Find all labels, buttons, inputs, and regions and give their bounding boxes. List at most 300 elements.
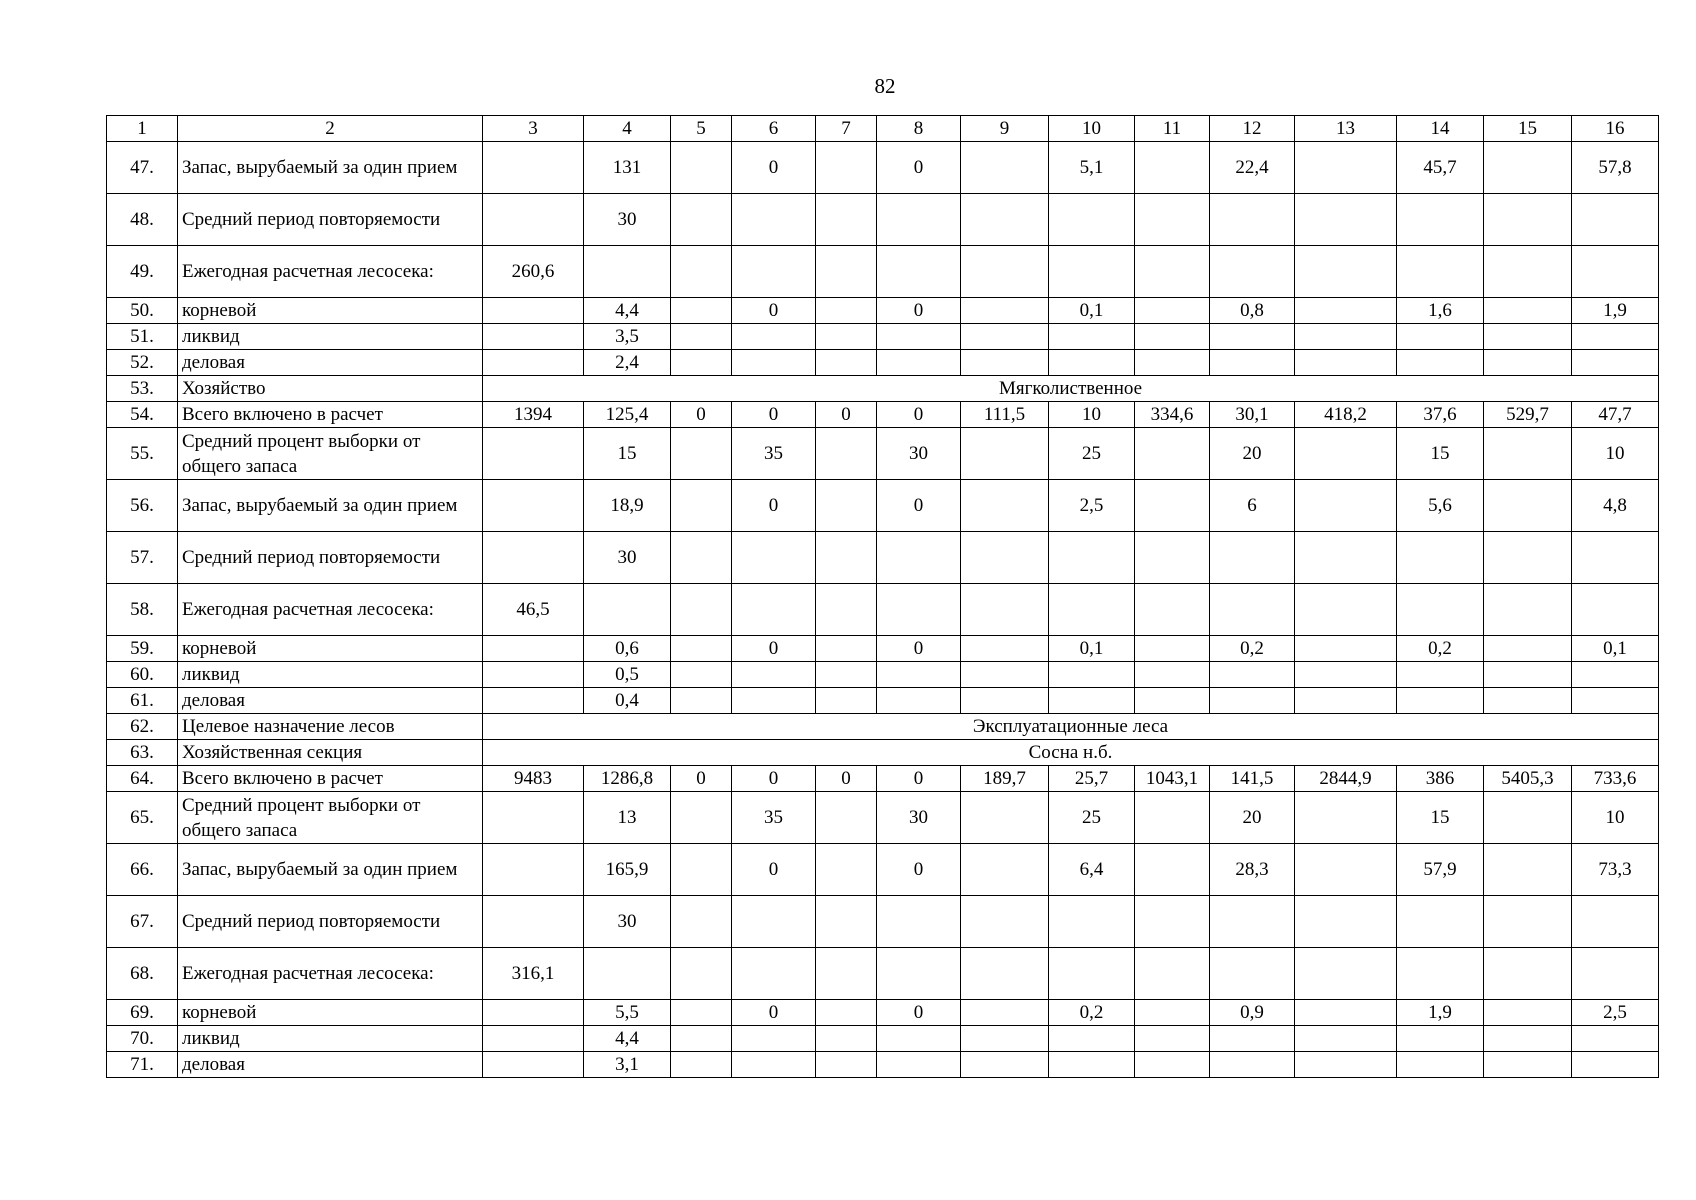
table-cell: 1,9 bbox=[1572, 298, 1659, 324]
table-row bbox=[107, 1052, 1659, 1078]
table-cell bbox=[877, 948, 961, 1000]
table-cell bbox=[961, 792, 1049, 844]
table-cell: 0,6 bbox=[584, 636, 671, 662]
table-cell: 0,2 bbox=[1397, 636, 1484, 662]
table-cell bbox=[1295, 792, 1397, 844]
table-cell bbox=[1210, 194, 1295, 246]
table-row bbox=[107, 896, 1659, 948]
table-cell bbox=[1484, 948, 1572, 1000]
table-cell bbox=[1295, 688, 1397, 714]
table-row bbox=[107, 948, 1659, 1000]
table-cell bbox=[816, 324, 877, 350]
table-cell bbox=[1135, 584, 1210, 636]
table-cell bbox=[1572, 1026, 1659, 1052]
table-cell bbox=[961, 948, 1049, 1000]
row-label: корневой bbox=[178, 636, 483, 662]
table-row bbox=[107, 298, 1659, 324]
row-number: 50. bbox=[107, 298, 178, 324]
header-row bbox=[107, 116, 1659, 142]
table-cell: 0 bbox=[877, 142, 961, 194]
table-cell bbox=[816, 662, 877, 688]
column-header: 13 bbox=[1295, 116, 1397, 142]
table-cell: 0 bbox=[816, 766, 877, 792]
table-cell: 189,7 bbox=[961, 766, 1049, 792]
table-cell bbox=[877, 662, 961, 688]
row-number: 56. bbox=[107, 480, 178, 532]
table-cell: 30 bbox=[584, 194, 671, 246]
table-cell bbox=[671, 532, 732, 584]
table-cell bbox=[671, 324, 732, 350]
table-cell bbox=[1210, 324, 1295, 350]
table-row bbox=[107, 714, 1659, 740]
table-row bbox=[107, 766, 1659, 792]
row-number: 47. bbox=[107, 142, 178, 194]
table-cell: 2,5 bbox=[1049, 480, 1135, 532]
table-cell bbox=[1295, 584, 1397, 636]
table-cell: 73,3 bbox=[1572, 844, 1659, 896]
table-cell bbox=[1484, 480, 1572, 532]
table-cell bbox=[1135, 636, 1210, 662]
table-cell: 10 bbox=[1572, 792, 1659, 844]
table-cell bbox=[1572, 896, 1659, 948]
table-row bbox=[107, 480, 1659, 532]
table-cell bbox=[1484, 1052, 1572, 1078]
table-cell bbox=[1135, 480, 1210, 532]
row-label: деловая bbox=[178, 688, 483, 714]
column-header: 2 bbox=[178, 116, 483, 142]
table-cell bbox=[1135, 1052, 1210, 1078]
table-cell bbox=[877, 246, 961, 298]
table-cell bbox=[1295, 324, 1397, 350]
table-cell bbox=[1295, 662, 1397, 688]
table-cell bbox=[483, 844, 584, 896]
table-cell bbox=[961, 532, 1049, 584]
table-cell: 165,9 bbox=[584, 844, 671, 896]
table-cell bbox=[961, 1026, 1049, 1052]
table-cell: 45,7 bbox=[1397, 142, 1484, 194]
row-number: 52. bbox=[107, 350, 178, 376]
row-label: корневой bbox=[178, 1000, 483, 1026]
table-cell bbox=[1295, 480, 1397, 532]
row-number: 66. bbox=[107, 844, 178, 896]
table-cell: 1,9 bbox=[1397, 1000, 1484, 1026]
table-cell: 57,9 bbox=[1397, 844, 1484, 896]
table-cell: 25 bbox=[1049, 792, 1135, 844]
table-cell bbox=[483, 896, 584, 948]
table-cell: 13 bbox=[584, 792, 671, 844]
row-number: 62. bbox=[107, 714, 178, 740]
table-cell bbox=[671, 896, 732, 948]
table-cell bbox=[1210, 350, 1295, 376]
table-cell: 0 bbox=[877, 402, 961, 428]
table-cell bbox=[1135, 142, 1210, 194]
table-cell: 0 bbox=[732, 480, 816, 532]
table-cell bbox=[671, 1052, 732, 1078]
table-cell bbox=[1295, 844, 1397, 896]
column-header: 7 bbox=[816, 116, 877, 142]
column-header: 4 bbox=[584, 116, 671, 142]
table-cell bbox=[1572, 1052, 1659, 1078]
table-cell bbox=[961, 142, 1049, 194]
table-cell: 0 bbox=[671, 402, 732, 428]
table-cell bbox=[961, 194, 1049, 246]
table-cell bbox=[1484, 584, 1572, 636]
table-cell bbox=[1484, 792, 1572, 844]
table-cell bbox=[1135, 194, 1210, 246]
table-cell bbox=[1397, 324, 1484, 350]
table-cell bbox=[732, 532, 816, 584]
table-cell bbox=[1049, 246, 1135, 298]
table-cell bbox=[1135, 792, 1210, 844]
table-cell: 0 bbox=[732, 636, 816, 662]
row-number: 63. bbox=[107, 740, 178, 766]
table-row bbox=[107, 844, 1659, 896]
table-cell bbox=[1397, 584, 1484, 636]
table-cell bbox=[1484, 142, 1572, 194]
table-cell: 0 bbox=[732, 766, 816, 792]
table-cell bbox=[483, 1052, 584, 1078]
table-cell bbox=[671, 662, 732, 688]
table-cell bbox=[1572, 324, 1659, 350]
table-cell bbox=[483, 636, 584, 662]
table-cell bbox=[1135, 844, 1210, 896]
table-cell: 529,7 bbox=[1484, 402, 1572, 428]
table-row bbox=[107, 1000, 1659, 1026]
table-row bbox=[107, 194, 1659, 246]
table-cell: 334,6 bbox=[1135, 402, 1210, 428]
table-row bbox=[107, 246, 1659, 298]
table-cell bbox=[877, 324, 961, 350]
table-cell bbox=[1397, 350, 1484, 376]
table-cell bbox=[1484, 688, 1572, 714]
table-cell bbox=[671, 1000, 732, 1026]
table-cell bbox=[1049, 896, 1135, 948]
column-header: 10 bbox=[1049, 116, 1135, 142]
table-cell bbox=[961, 636, 1049, 662]
table-cell bbox=[584, 584, 671, 636]
table-cell bbox=[1210, 1026, 1295, 1052]
table-cell bbox=[671, 194, 732, 246]
table-cell bbox=[816, 428, 877, 480]
table-cell bbox=[877, 532, 961, 584]
table-cell: 733,6 bbox=[1572, 766, 1659, 792]
table-cell bbox=[1135, 896, 1210, 948]
table-cell bbox=[1049, 324, 1135, 350]
table-cell bbox=[961, 1052, 1049, 1078]
column-header: 14 bbox=[1397, 116, 1484, 142]
table-cell bbox=[1135, 324, 1210, 350]
row-label: корневой bbox=[178, 298, 483, 324]
table-row bbox=[107, 142, 1659, 194]
column-header: 16 bbox=[1572, 116, 1659, 142]
table-cell bbox=[961, 350, 1049, 376]
table-cell bbox=[1295, 194, 1397, 246]
row-label: Хозяйство bbox=[178, 376, 483, 402]
table-cell bbox=[1484, 298, 1572, 324]
table-cell: 0,4 bbox=[584, 688, 671, 714]
table-cell bbox=[1295, 1026, 1397, 1052]
table-cell: 0 bbox=[732, 298, 816, 324]
table-cell bbox=[1397, 896, 1484, 948]
table-cell bbox=[483, 1026, 584, 1052]
table-cell bbox=[961, 428, 1049, 480]
table-cell bbox=[584, 246, 671, 298]
table-cell: 25 bbox=[1049, 428, 1135, 480]
table-cell: 22,4 bbox=[1210, 142, 1295, 194]
table-cell: 125,4 bbox=[584, 402, 671, 428]
table-cell bbox=[1484, 896, 1572, 948]
row-number: 49. bbox=[107, 246, 178, 298]
row-label: Средний процент выборки от общего запаса bbox=[178, 792, 483, 844]
table-cell bbox=[1135, 662, 1210, 688]
table-cell bbox=[816, 1026, 877, 1052]
table-cell bbox=[961, 246, 1049, 298]
row-label: Ежегодная расчетная лесосека: bbox=[178, 246, 483, 298]
table-cell bbox=[1295, 246, 1397, 298]
table-cell bbox=[816, 246, 877, 298]
table-cell: 260,6 bbox=[483, 246, 584, 298]
table-cell bbox=[961, 324, 1049, 350]
table-cell: 5,6 bbox=[1397, 480, 1484, 532]
data-table bbox=[106, 115, 1659, 1078]
table-cell: 6 bbox=[1210, 480, 1295, 532]
table-cell bbox=[816, 480, 877, 532]
row-label: Запас, вырубаемый за один прием bbox=[178, 142, 483, 194]
table-cell: 5405,3 bbox=[1484, 766, 1572, 792]
table-cell bbox=[961, 584, 1049, 636]
table-cell bbox=[1484, 350, 1572, 376]
table-cell bbox=[816, 532, 877, 584]
table-cell: 0 bbox=[877, 298, 961, 324]
table-cell: 30 bbox=[584, 532, 671, 584]
table-row bbox=[107, 792, 1659, 844]
table-cell: 0,5 bbox=[584, 662, 671, 688]
table-cell bbox=[1484, 324, 1572, 350]
table-cell bbox=[584, 948, 671, 1000]
table-cell: 30 bbox=[877, 792, 961, 844]
table-cell: 1,6 bbox=[1397, 298, 1484, 324]
table-cell: 30 bbox=[877, 428, 961, 480]
table-cell bbox=[483, 142, 584, 194]
table-cell: 6,4 bbox=[1049, 844, 1135, 896]
table-cell: 0 bbox=[732, 844, 816, 896]
table-cell bbox=[961, 896, 1049, 948]
table-cell bbox=[816, 298, 877, 324]
table-cell bbox=[1135, 948, 1210, 1000]
row-label: Всего включено в расчет bbox=[178, 766, 483, 792]
row-label: ликвид bbox=[178, 324, 483, 350]
table-cell bbox=[961, 688, 1049, 714]
table-cell bbox=[1484, 1000, 1572, 1026]
table-cell bbox=[732, 1026, 816, 1052]
row-number: 59. bbox=[107, 636, 178, 662]
table-cell bbox=[816, 584, 877, 636]
row-label: Ежегодная расчетная лесосека: bbox=[178, 584, 483, 636]
row-label: деловая bbox=[178, 350, 483, 376]
table-row bbox=[107, 688, 1659, 714]
table-cell: 386 bbox=[1397, 766, 1484, 792]
table-row bbox=[107, 1026, 1659, 1052]
table-row bbox=[107, 428, 1659, 480]
table-cell bbox=[1049, 584, 1135, 636]
table-cell bbox=[671, 1026, 732, 1052]
table-cell bbox=[483, 428, 584, 480]
table-cell bbox=[1135, 1026, 1210, 1052]
table-cell bbox=[1049, 350, 1135, 376]
table-cell bbox=[1135, 688, 1210, 714]
table-cell bbox=[816, 194, 877, 246]
table-cell bbox=[816, 948, 877, 1000]
table-cell bbox=[961, 844, 1049, 896]
table-cell: 10 bbox=[1572, 428, 1659, 480]
table-cell bbox=[483, 480, 584, 532]
table-cell bbox=[1295, 350, 1397, 376]
row-label: Ежегодная расчетная лесосека: bbox=[178, 948, 483, 1000]
row-number: 65. bbox=[107, 792, 178, 844]
table-cell: 57,8 bbox=[1572, 142, 1659, 194]
table-cell: 4,4 bbox=[584, 298, 671, 324]
table-cell bbox=[961, 480, 1049, 532]
table-cell: 418,2 bbox=[1295, 402, 1397, 428]
row-number: 68. bbox=[107, 948, 178, 1000]
table-cell: 0 bbox=[877, 480, 961, 532]
table-cell: 4,8 bbox=[1572, 480, 1659, 532]
row-label: Всего включено в расчет bbox=[178, 402, 483, 428]
table-cell bbox=[816, 896, 877, 948]
table-cell: 0 bbox=[877, 1000, 961, 1026]
table-cell: 0,8 bbox=[1210, 298, 1295, 324]
table-cell bbox=[483, 792, 584, 844]
table-cell bbox=[1210, 662, 1295, 688]
row-label: Запас, вырубаемый за один прием bbox=[178, 480, 483, 532]
table-cell bbox=[1049, 948, 1135, 1000]
table-cell bbox=[961, 1000, 1049, 1026]
table-cell: 25,7 bbox=[1049, 766, 1135, 792]
table-cell bbox=[483, 194, 584, 246]
row-number: 53. bbox=[107, 376, 178, 402]
table-cell bbox=[1210, 246, 1295, 298]
table-cell: 20 bbox=[1210, 428, 1295, 480]
table-cell bbox=[671, 142, 732, 194]
table-cell bbox=[816, 1000, 877, 1026]
table-cell bbox=[1572, 246, 1659, 298]
table-cell bbox=[816, 792, 877, 844]
table-cell bbox=[877, 1026, 961, 1052]
table-cell: 18,9 bbox=[584, 480, 671, 532]
table-cell bbox=[877, 896, 961, 948]
table-cell bbox=[816, 688, 877, 714]
table-row bbox=[107, 402, 1659, 428]
table-cell: 3,1 bbox=[584, 1052, 671, 1078]
column-header: 9 bbox=[961, 116, 1049, 142]
table-cell bbox=[1484, 194, 1572, 246]
table-cell: 0,1 bbox=[1049, 298, 1135, 324]
table-cell bbox=[1210, 948, 1295, 1000]
table-cell bbox=[1484, 662, 1572, 688]
table-cell: 15 bbox=[584, 428, 671, 480]
table-cell bbox=[732, 662, 816, 688]
row-label: ликвид bbox=[178, 662, 483, 688]
table-cell bbox=[671, 428, 732, 480]
table-cell bbox=[816, 636, 877, 662]
column-header: 1 bbox=[107, 116, 178, 142]
table-cell: 141,5 bbox=[1210, 766, 1295, 792]
table-cell: 0 bbox=[816, 402, 877, 428]
table-cell bbox=[1210, 532, 1295, 584]
table-cell bbox=[1295, 636, 1397, 662]
table-cell: 0 bbox=[732, 1000, 816, 1026]
table-cell bbox=[1572, 584, 1659, 636]
section-value: Эксплуатационные леса bbox=[483, 714, 1659, 740]
table-cell bbox=[816, 844, 877, 896]
table-cell bbox=[732, 896, 816, 948]
table-cell bbox=[816, 142, 877, 194]
table-cell: 15 bbox=[1397, 428, 1484, 480]
table-cell bbox=[1397, 662, 1484, 688]
table-cell bbox=[1397, 948, 1484, 1000]
table-cell bbox=[671, 636, 732, 662]
table-cell bbox=[1049, 194, 1135, 246]
table-cell bbox=[1397, 194, 1484, 246]
table-row bbox=[107, 584, 1659, 636]
row-number: 71. bbox=[107, 1052, 178, 1078]
row-label: Средний период повторяемости bbox=[178, 194, 483, 246]
table-cell bbox=[483, 324, 584, 350]
section-value: Сосна н.б. bbox=[483, 740, 1659, 766]
table-cell: 4,4 bbox=[584, 1026, 671, 1052]
table-cell bbox=[1295, 896, 1397, 948]
table-cell bbox=[732, 688, 816, 714]
table-cell: 0,2 bbox=[1049, 1000, 1135, 1026]
table-cell bbox=[483, 298, 584, 324]
table-row bbox=[107, 740, 1659, 766]
table-row bbox=[107, 636, 1659, 662]
table-cell: 1286,8 bbox=[584, 766, 671, 792]
table-cell bbox=[1484, 246, 1572, 298]
table-cell: 10 bbox=[1049, 402, 1135, 428]
table-cell bbox=[483, 1000, 584, 1026]
table-cell bbox=[1295, 428, 1397, 480]
table-cell bbox=[816, 1052, 877, 1078]
table-cell bbox=[1484, 428, 1572, 480]
table-cell bbox=[1049, 532, 1135, 584]
table-cell bbox=[671, 584, 732, 636]
row-number: 60. bbox=[107, 662, 178, 688]
row-label: Целевое назначение лесов bbox=[178, 714, 483, 740]
row-number: 51. bbox=[107, 324, 178, 350]
table-cell bbox=[1049, 1052, 1135, 1078]
row-number: 54. bbox=[107, 402, 178, 428]
table-cell bbox=[483, 662, 584, 688]
table-cell: 5,5 bbox=[584, 1000, 671, 1026]
table-cell bbox=[732, 246, 816, 298]
table-cell: 9483 bbox=[483, 766, 584, 792]
table-cell bbox=[1135, 298, 1210, 324]
row-label: ликвид bbox=[178, 1026, 483, 1052]
row-label: Запас, вырубаемый за один прием bbox=[178, 844, 483, 896]
table-cell bbox=[1397, 1026, 1484, 1052]
table-cell bbox=[1210, 584, 1295, 636]
row-label: деловая bbox=[178, 1052, 483, 1078]
table-cell bbox=[1572, 194, 1659, 246]
table-cell bbox=[1397, 688, 1484, 714]
table-cell bbox=[671, 688, 732, 714]
table-cell bbox=[1295, 298, 1397, 324]
table-cell: 1043,1 bbox=[1135, 766, 1210, 792]
table-cell bbox=[732, 324, 816, 350]
table-cell bbox=[1484, 636, 1572, 662]
table-cell bbox=[1484, 1026, 1572, 1052]
